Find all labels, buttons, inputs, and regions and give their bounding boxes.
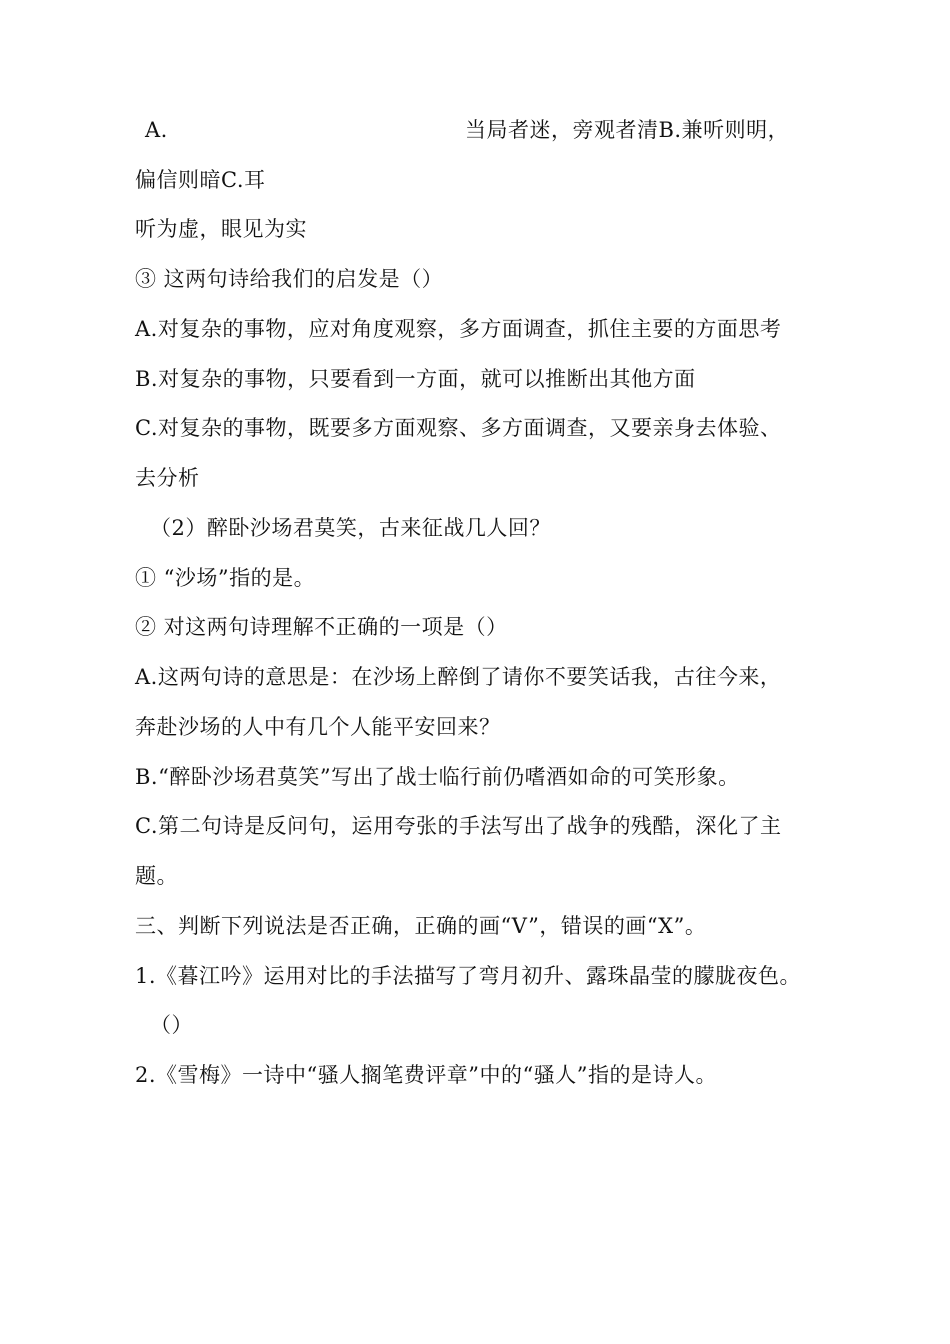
question-3-option-c: C.对复杂的事物，既要多方面观察、多方面调查，又要亲身去体验、: [135, 416, 782, 440]
section-3-heading: 三、判断下列说法是否正确，正确的画“V”，错误的画“X”。: [135, 914, 707, 938]
judgment-item-1-answer: （）: [150, 1013, 193, 1037]
option-a-label: A.: [145, 118, 168, 142]
question-2-option-a: A.这两句诗的意思是：在沙场上醉倒了请你不要笑话我，古往今来，: [135, 665, 782, 689]
question-3-option-b: B.对复杂的事物，只要看到一方面，就可以推断出其他方面: [135, 367, 696, 391]
question-2-option-c-cont: 题。: [135, 864, 178, 888]
judgment-item-2: 2.《雪梅》一诗中“骚人搁笔费评章”中的“骚人”指的是诗人。: [135, 1063, 717, 1087]
question-2-option-c: C.第二句诗是反问句，运用夸张的手法写出了战争的残酷，深化了主: [135, 814, 782, 838]
question-3-prompt: ③ 这两句诗给我们的启发是（）: [135, 267, 444, 291]
option-a-b-text: 当局者迷，旁观者清B.兼听则明，: [465, 118, 790, 142]
question-3-option-c-cont: 去分析: [135, 466, 200, 490]
question-1-prompt: ① “沙场”指的是。: [135, 566, 316, 590]
question-2-option-a-cont: 奔赴沙场的人中有几个人能平安回来？: [135, 715, 501, 739]
judgment-item-1: 1.《暮江吟》运用对比的手法描写了弯月初升、露珠晶莹的朦胧夜色。: [135, 964, 802, 988]
question-2-prompt: ② 对这两句诗理解不正确的一项是（）: [135, 615, 508, 639]
question-2-option-b: B.“醉卧沙场君莫笑”写出了战士临行前仍嗜酒如命的可笑形象。: [135, 765, 740, 789]
option-line-2: 偏信则暗C.耳: [135, 168, 266, 192]
option-line-3: 听为虚，眼见为实: [135, 217, 307, 241]
question-3-option-a: A.对复杂的事物，应对角度观察，多方面调查，抓住主要的方面思考: [135, 317, 782, 341]
poem-line-2: （2）醉卧沙场君莫笑，古来征战几人回？: [150, 516, 551, 540]
